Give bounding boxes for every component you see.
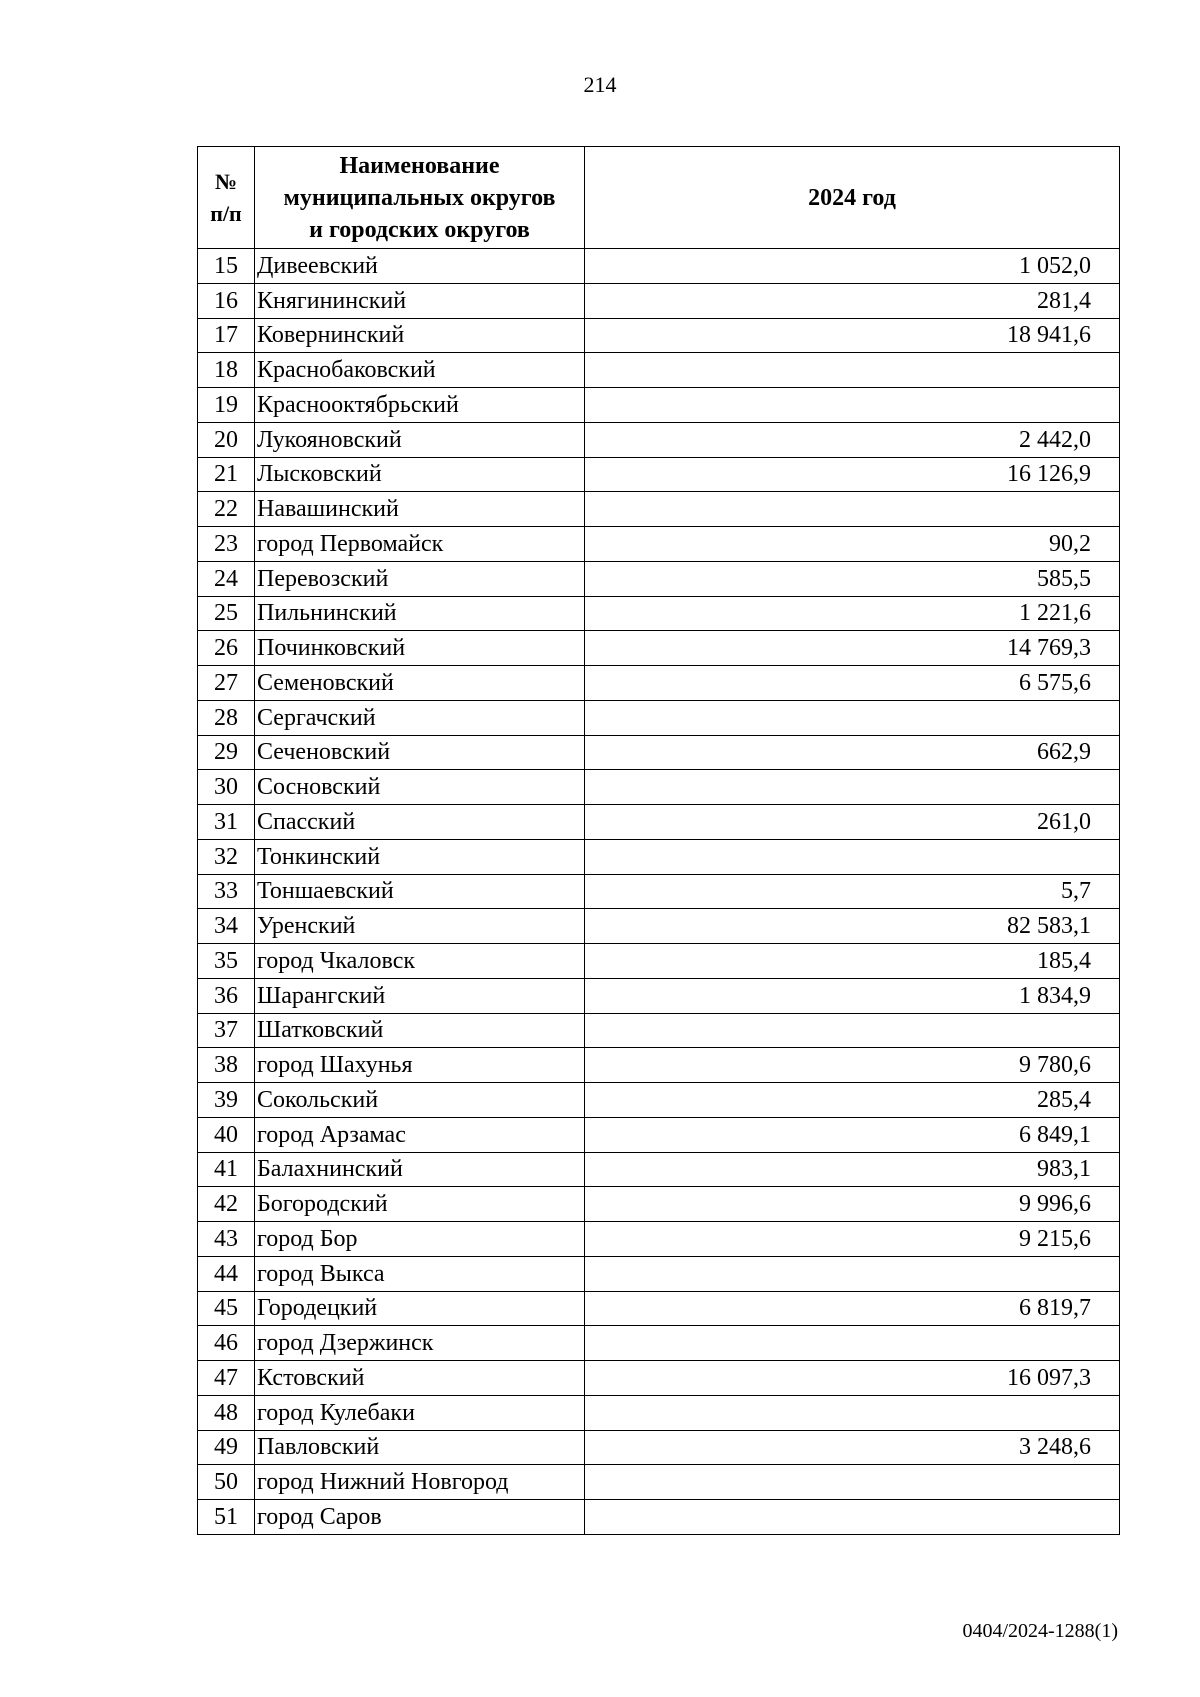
table-row xyxy=(198,249,1120,284)
row-number: 45 xyxy=(198,1291,255,1326)
value-2024 xyxy=(585,1256,1120,1291)
table-row xyxy=(198,318,1120,353)
row-number: 32 xyxy=(198,839,255,874)
value-2024: 18 941,6 xyxy=(585,318,1120,353)
row-number: 38 xyxy=(198,1048,255,1083)
municipality-name: Лукояновский xyxy=(255,422,585,457)
table-row xyxy=(198,422,1120,457)
value-2024: 82 583,1 xyxy=(585,909,1120,944)
header-name-line1: Наименование xyxy=(339,152,500,179)
value-2024: 9 996,6 xyxy=(585,1187,1120,1222)
table-row xyxy=(198,1430,1120,1465)
row-number: 16 xyxy=(198,283,255,318)
value-2024 xyxy=(585,839,1120,874)
value-2024 xyxy=(585,1326,1120,1361)
table-row xyxy=(198,1361,1120,1396)
table-row xyxy=(198,1187,1120,1222)
table-row xyxy=(198,909,1120,944)
municipality-name: Уренский xyxy=(255,909,585,944)
row-number: 21 xyxy=(198,457,255,492)
table-row xyxy=(198,700,1120,735)
header-number xyxy=(198,147,255,249)
row-number: 27 xyxy=(198,666,255,701)
value-2024: 285,4 xyxy=(585,1083,1120,1118)
table-row xyxy=(198,1048,1120,1083)
table-row xyxy=(198,1326,1120,1361)
table-row xyxy=(198,353,1120,388)
municipality-name: Спасский xyxy=(255,805,585,840)
municipality-name: Починковский xyxy=(255,631,585,666)
municipality-name: Сергачский xyxy=(255,700,585,735)
row-number: 17 xyxy=(198,318,255,353)
value-2024 xyxy=(585,353,1120,388)
row-number: 25 xyxy=(198,596,255,631)
municipality-name: город Шахунья xyxy=(255,1048,585,1083)
municipality-name: город Арзамас xyxy=(255,1117,585,1152)
row-number: 22 xyxy=(198,492,255,527)
table-row xyxy=(198,596,1120,631)
value-2024 xyxy=(585,1500,1120,1535)
municipality-name: город Первомайск xyxy=(255,527,585,562)
value-2024: 16 126,9 xyxy=(585,457,1120,492)
header-number-line1: № xyxy=(214,168,238,194)
value-2024: 9 780,6 xyxy=(585,1048,1120,1083)
row-number: 33 xyxy=(198,874,255,909)
row-number: 46 xyxy=(198,1326,255,1361)
table-row xyxy=(198,770,1120,805)
row-number: 29 xyxy=(198,735,255,770)
municipality-name: Дивеевский xyxy=(255,249,585,284)
value-2024 xyxy=(585,1465,1120,1500)
value-2024: 5,7 xyxy=(585,874,1120,909)
municipality-name: Шатковский xyxy=(255,1013,585,1048)
table-row xyxy=(198,666,1120,701)
table-row xyxy=(198,1117,1120,1152)
municipality-name: Ковернинский xyxy=(255,318,585,353)
municipality-name: Кстовский xyxy=(255,1361,585,1396)
table-row xyxy=(198,1222,1120,1257)
municipality-name: Сокольский xyxy=(255,1083,585,1118)
value-2024: 662,9 xyxy=(585,735,1120,770)
value-2024: 585,5 xyxy=(585,561,1120,596)
value-2024: 261,0 xyxy=(585,805,1120,840)
table-row xyxy=(198,283,1120,318)
row-number: 37 xyxy=(198,1013,255,1048)
table-row xyxy=(198,735,1120,770)
municipal-table xyxy=(197,146,1120,1535)
table-row xyxy=(198,388,1120,423)
table-row xyxy=(198,631,1120,666)
table-row xyxy=(198,1256,1120,1291)
row-number: 26 xyxy=(198,631,255,666)
header-name xyxy=(255,147,585,249)
table-row xyxy=(198,944,1120,979)
municipality-name: Сосновский xyxy=(255,770,585,805)
table-row xyxy=(198,805,1120,840)
value-2024 xyxy=(585,1013,1120,1048)
row-number: 51 xyxy=(198,1500,255,1535)
municipality-name: город Дзержинск xyxy=(255,1326,585,1361)
value-2024: 1 221,6 xyxy=(585,596,1120,631)
row-number: 39 xyxy=(198,1083,255,1118)
table-row xyxy=(198,1152,1120,1187)
row-number: 42 xyxy=(198,1187,255,1222)
row-number: 31 xyxy=(198,805,255,840)
header-name-line2: муниципальных округов xyxy=(283,184,556,211)
row-number: 20 xyxy=(198,422,255,457)
municipality-name: город Чкаловск xyxy=(255,944,585,979)
table-row xyxy=(198,527,1120,562)
row-number: 49 xyxy=(198,1430,255,1465)
municipality-name: Пильнинский xyxy=(255,596,585,631)
table-row xyxy=(198,492,1120,527)
municipality-name: Лысковский xyxy=(255,457,585,492)
row-number: 48 xyxy=(198,1395,255,1430)
row-number: 50 xyxy=(198,1465,255,1500)
row-number: 24 xyxy=(198,561,255,596)
value-2024: 281,4 xyxy=(585,283,1120,318)
table-row xyxy=(198,1500,1120,1535)
row-number: 36 xyxy=(198,978,255,1013)
row-number: 35 xyxy=(198,944,255,979)
value-2024: 2 442,0 xyxy=(585,422,1120,457)
value-2024: 14 769,3 xyxy=(585,631,1120,666)
value-2024: 16 097,3 xyxy=(585,1361,1120,1396)
table-row xyxy=(198,874,1120,909)
municipality-name: Семеновский xyxy=(255,666,585,701)
value-2024: 185,4 xyxy=(585,944,1120,979)
value-2024: 9 215,6 xyxy=(585,1222,1120,1257)
table-row xyxy=(198,561,1120,596)
value-2024 xyxy=(585,700,1120,735)
municipality-name: Городецкий xyxy=(255,1291,585,1326)
row-number: 47 xyxy=(198,1361,255,1396)
municipality-name: Балахнинский xyxy=(255,1152,585,1187)
value-2024: 983,1 xyxy=(585,1152,1120,1187)
page-number: 214 xyxy=(583,72,617,97)
value-2024: 1 052,0 xyxy=(585,249,1120,284)
value-2024: 6 819,7 xyxy=(585,1291,1120,1326)
row-number: 18 xyxy=(198,353,255,388)
municipality-name: Перевозский xyxy=(255,561,585,596)
row-number: 28 xyxy=(198,700,255,735)
municipality-name: город Кулебаки xyxy=(255,1395,585,1430)
municipality-name: Тонкинский xyxy=(255,839,585,874)
table-row xyxy=(198,839,1120,874)
municipality-name: Тоншаевский xyxy=(255,874,585,909)
value-2024: 3 248,6 xyxy=(585,1430,1120,1465)
municipality-name: Навашинский xyxy=(255,492,585,527)
row-number: 43 xyxy=(198,1222,255,1257)
value-2024: 90,2 xyxy=(585,527,1120,562)
value-2024 xyxy=(585,492,1120,527)
value-2024 xyxy=(585,770,1120,805)
municipality-name: Княгининский xyxy=(255,283,585,318)
row-number: 34 xyxy=(198,909,255,944)
municipality-name: город Нижний Новгород xyxy=(255,1465,585,1500)
row-number: 30 xyxy=(198,770,255,805)
row-number: 15 xyxy=(198,249,255,284)
municipality-name: Шарангский xyxy=(255,978,585,1013)
row-number: 23 xyxy=(198,527,255,562)
document-code: 0404/2024-1288(1) xyxy=(962,1620,1118,1642)
table-header xyxy=(198,147,1120,249)
table-row xyxy=(198,457,1120,492)
value-2024: 6 575,6 xyxy=(585,666,1120,701)
header-number-line2: п/п xyxy=(210,200,242,226)
value-2024: 6 849,1 xyxy=(585,1117,1120,1152)
table-row xyxy=(198,1395,1120,1430)
municipality-name: Краснооктябрьский xyxy=(255,388,585,423)
municipality-name: Богородский xyxy=(255,1187,585,1222)
municipality-name: город Саров xyxy=(255,1500,585,1535)
header-name-line3: и городских округов xyxy=(309,216,530,243)
municipality-name: Сеченовский xyxy=(255,735,585,770)
value-2024 xyxy=(585,388,1120,423)
value-2024: 1 834,9 xyxy=(585,978,1120,1013)
row-number: 19 xyxy=(198,388,255,423)
table-row xyxy=(198,1465,1120,1500)
municipality-name: Павловский xyxy=(255,1430,585,1465)
table-row xyxy=(198,1291,1120,1326)
table-row xyxy=(198,978,1120,1013)
municipality-name: город Бор xyxy=(255,1222,585,1257)
municipality-name: Краснобаковский xyxy=(255,353,585,388)
header-row xyxy=(198,147,1120,249)
row-number: 44 xyxy=(198,1256,255,1291)
header-year: 2024 год xyxy=(585,147,1120,249)
table-body xyxy=(198,249,1120,1535)
table-row xyxy=(198,1083,1120,1118)
table-row xyxy=(198,1013,1120,1048)
row-number: 41 xyxy=(198,1152,255,1187)
row-number: 40 xyxy=(198,1117,255,1152)
municipality-name: город Выкса xyxy=(255,1256,585,1291)
value-2024 xyxy=(585,1395,1120,1430)
